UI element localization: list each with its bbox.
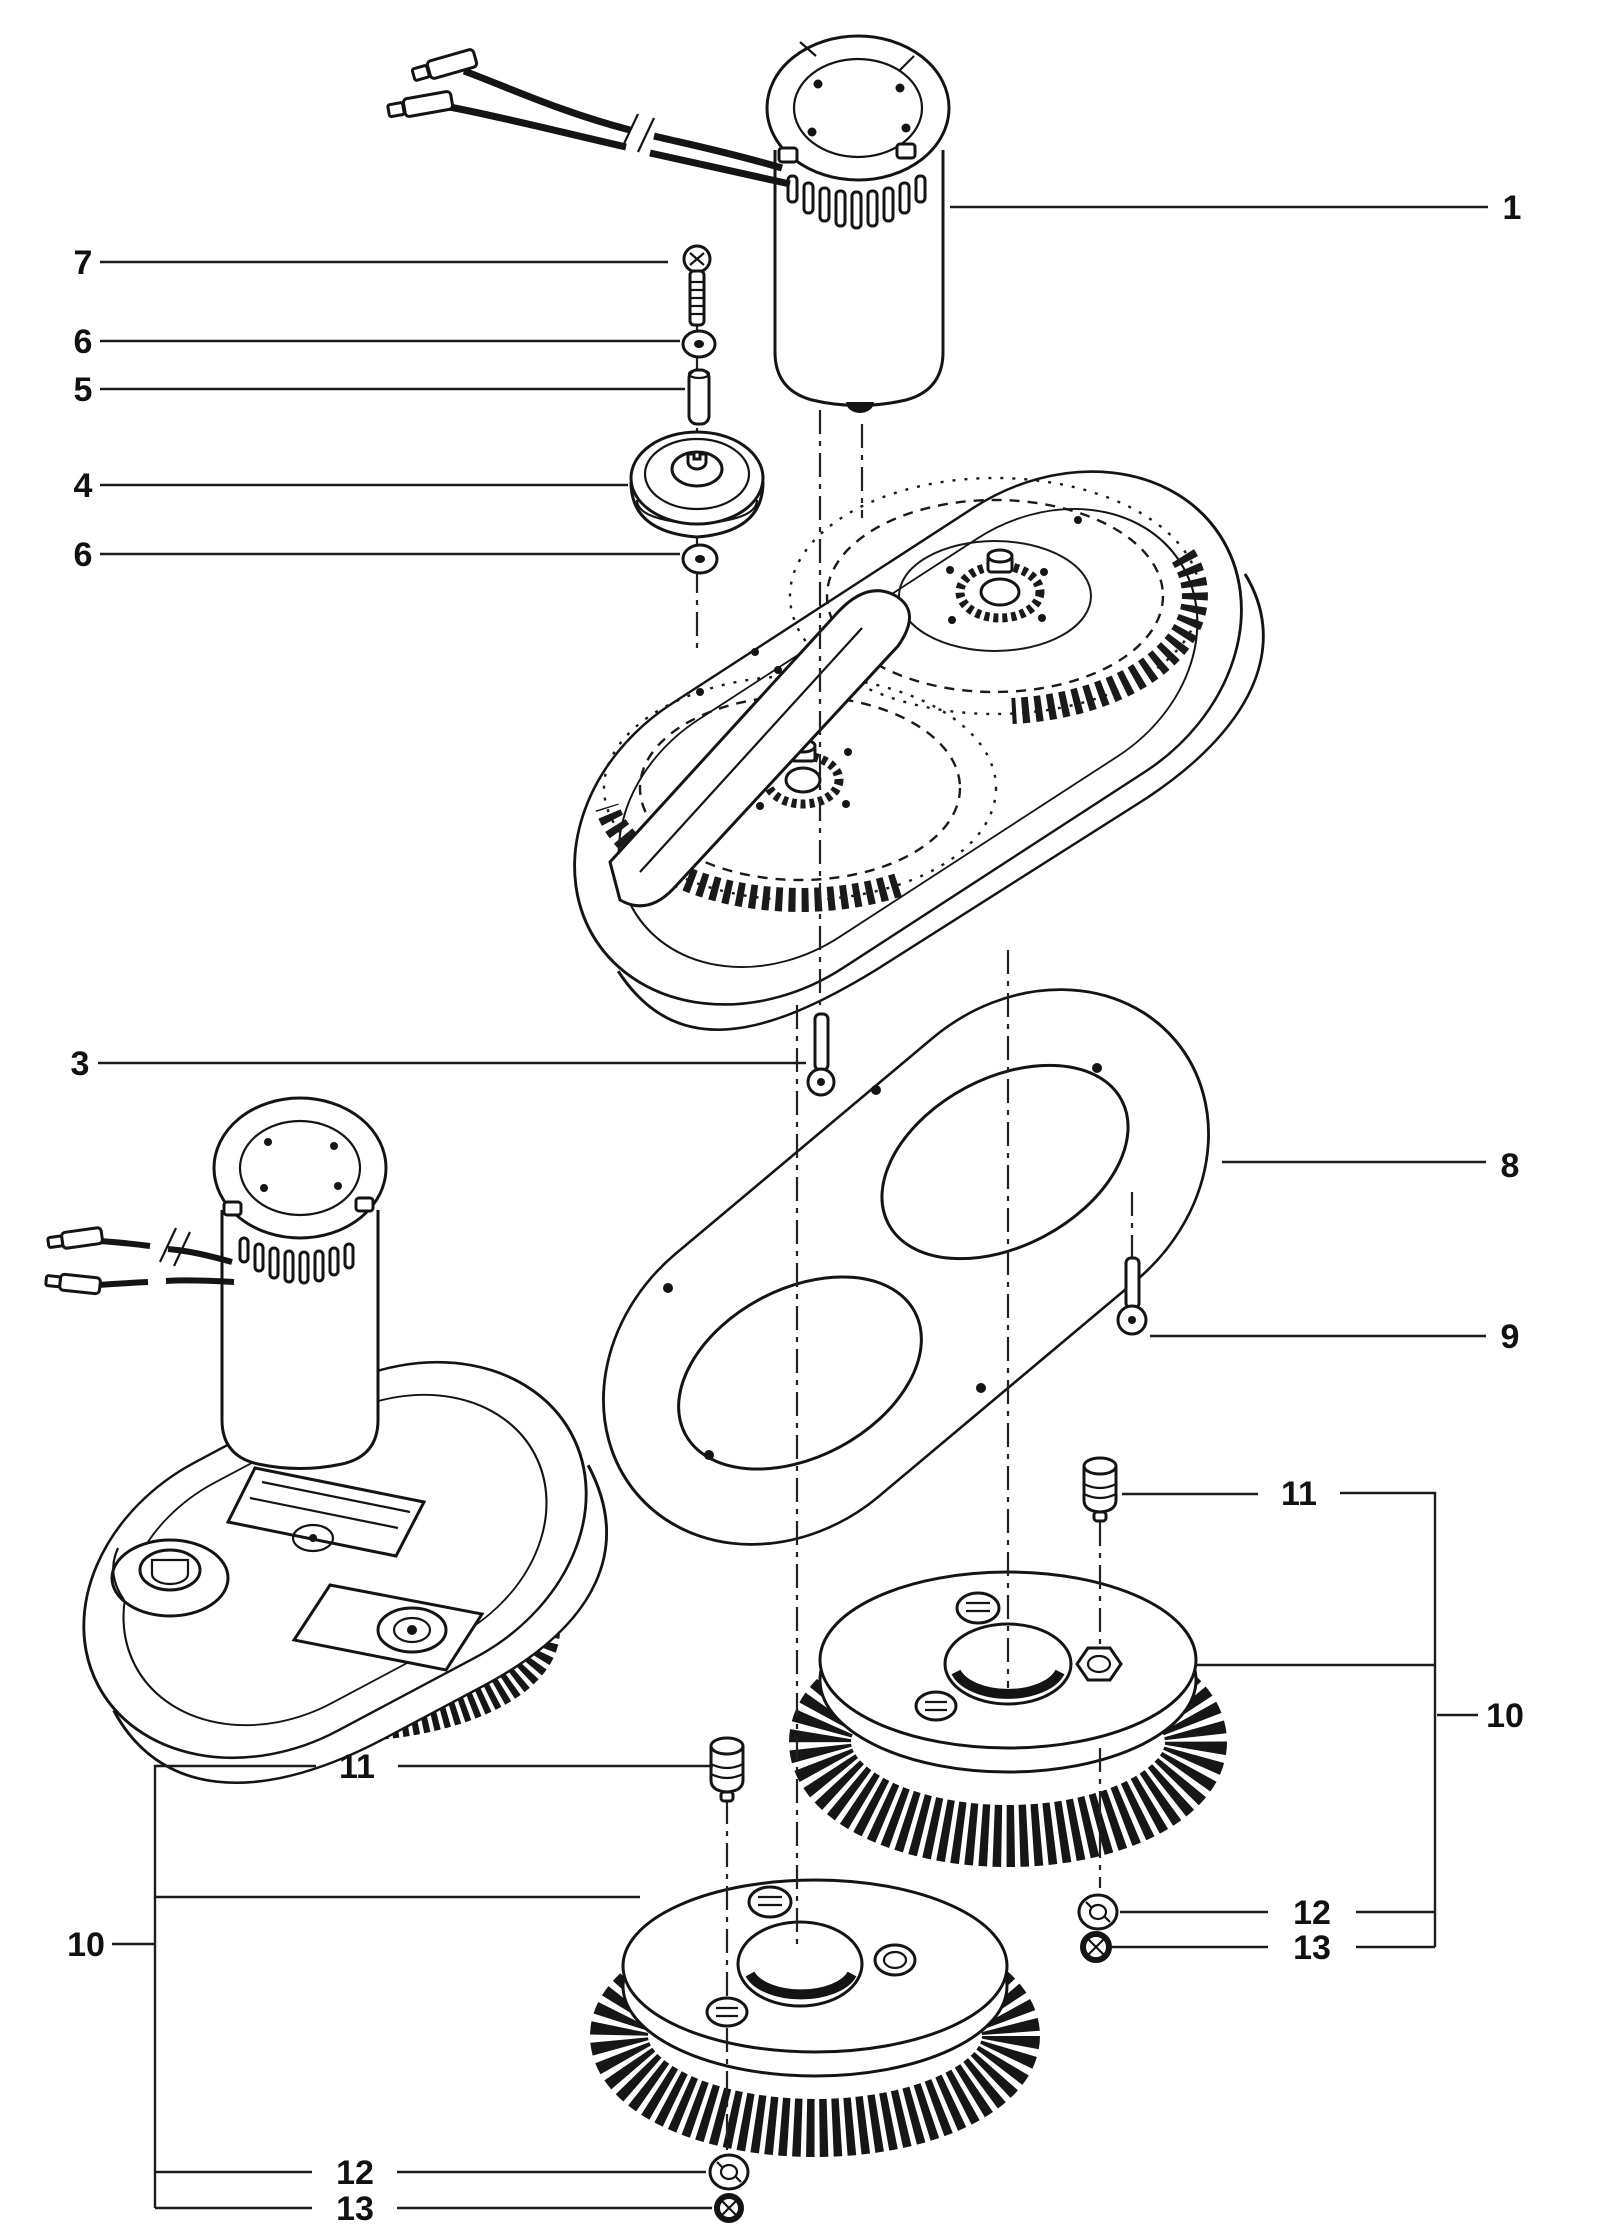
brush-left xyxy=(619,1880,1011,2128)
washer-left-12 xyxy=(710,2155,748,2189)
deck-base xyxy=(510,403,1305,1072)
pulley-stack xyxy=(631,246,763,573)
motor xyxy=(387,36,949,413)
callout-1: 1 xyxy=(1502,189,1522,227)
callout-10-left: 10 xyxy=(67,1926,105,1964)
motor-wires xyxy=(387,49,790,184)
callout-5: 5 xyxy=(73,371,93,409)
gasket-plate xyxy=(535,920,1278,1615)
lockwasher-left-13 xyxy=(717,2196,741,2220)
callout-11-right: 11 xyxy=(1281,1475,1317,1513)
assembled-motor-wires xyxy=(45,1227,234,1294)
washer-right-12 xyxy=(1079,1895,1117,1929)
callout-10-right: 10 xyxy=(1486,1697,1524,1735)
callout-12-left: 12 xyxy=(336,2154,374,2192)
callout-6-upper: 6 xyxy=(73,323,93,361)
callout-11-left: 11 xyxy=(339,1748,375,1786)
lockwasher-right-13 xyxy=(1083,1934,1109,1960)
cap-right-11 xyxy=(1084,1458,1116,1521)
brush-right-hex-socket xyxy=(1077,1648,1121,1680)
assembled-unit xyxy=(27,1098,657,1845)
callout-13-right: 13 xyxy=(1293,1929,1331,1967)
callout-13-left: 13 xyxy=(336,2190,374,2228)
gear-deck-assembly xyxy=(510,403,1318,1092)
callout-4: 4 xyxy=(73,467,93,505)
cap-left-11 xyxy=(711,1738,743,1801)
callout-6-lower: 6 xyxy=(73,536,93,574)
pulley-4 xyxy=(631,432,763,537)
callout-7: 7 xyxy=(73,244,93,282)
callout-8: 8 xyxy=(1500,1147,1520,1185)
callout-3: 3 xyxy=(70,1045,90,1083)
screw-3 xyxy=(808,1014,834,1095)
callout-12-right: 12 xyxy=(1293,1894,1331,1932)
callout-9: 9 xyxy=(1500,1318,1520,1356)
